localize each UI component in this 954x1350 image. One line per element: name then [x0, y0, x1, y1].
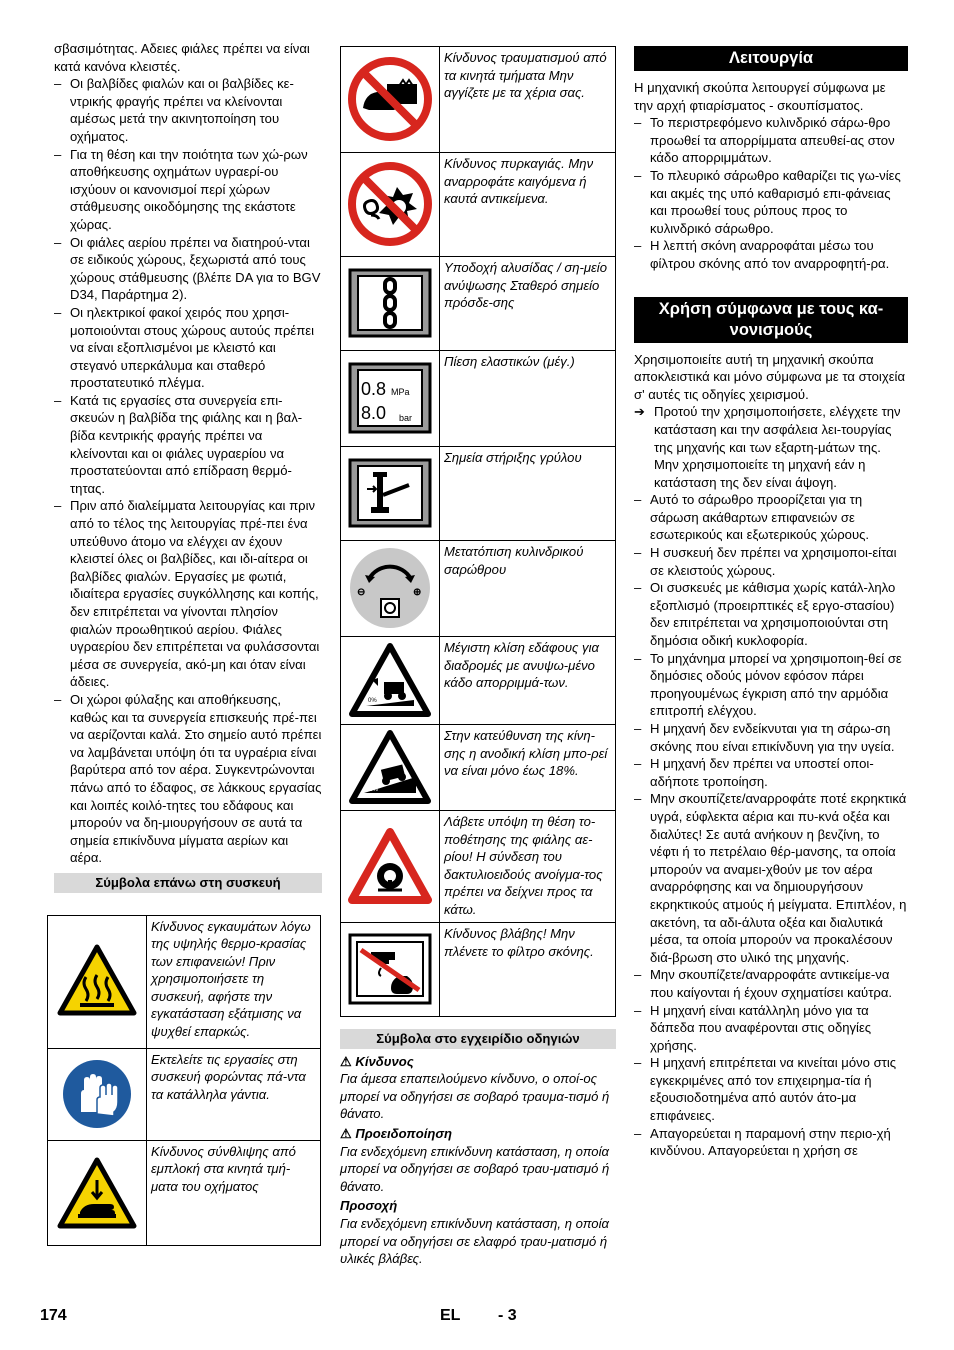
caution-text: Για ενδεχόμενη επικίνδυνη κατάσταση, η οποία μπορεί να οδηγήσει σε ελαφρό τραυ-ματισμό ή υλικές βλάβες. [340, 1215, 609, 1267]
chain-anchor-icon [347, 267, 433, 339]
symbol-description: Λάβετε υπόψη τη θέση το-ποθέτησης της φιάλης αε-ρίου! Η σύνδεση του δακτυλιοειδούς ανοίγμα-τος πρέπει να δείχνει προς τα κάτω. [440, 811, 616, 923]
sub-page-number: - 3 [498, 1307, 517, 1324]
max-slope-warning-icon [348, 642, 432, 718]
pressure-bar-value: 8.0 [361, 403, 387, 423]
list-item: – Η μηχανή δεν ενδείκνυται για τη σάρω-ση σκόνης που είναι επικίνδυνη για την υγεία. [634, 720, 908, 755]
tire-pressure-icon [347, 361, 433, 435]
warning-triangle-icon: ⚠ [340, 1053, 356, 1069]
symbol-description: Κίνδυνος σύνθλιψης από εμπλοκή στα κινητά τμή-ματα του οχήματος [147, 1140, 321, 1245]
list-item: – Η μηχανή είναι κατάλληλη μόνο για τα δάπεδα που αναφέρονται στις οδηγίες χρήσης. [634, 1002, 908, 1055]
symbol-description: Σημεία στήριξης γρύλου [440, 447, 616, 541]
no-hot-objects-icon [347, 161, 433, 247]
danger-text: Για άμεσα επαπειλούμενο κίνδυνο, ο οποί-ος μπορεί να οδηγήσει σε σοβαρό τραυμα-τισμό ή θάνατο. [340, 1071, 610, 1122]
list-item: – Αυτό το σάρωθρο προορίζεται για τη σάρωση ακάθαρτων επιφανειών σε εσωτερικούς και εξωτερικούς χώρους. [634, 491, 908, 544]
list-item: – Η μηχανή δεν πρέπει να υποστεί οποι-αδήποτε τροποίηση. [634, 755, 908, 790]
intended-use-intro: Χρησιμοποιείτε αυτή τη μηχανική σκούπα αποκλειστικά και μόνο σύμφωνα με τα στοιχεία σ' αυτές τις οδηγίες χειρισμού. [634, 351, 906, 402]
middle-column [340, 46, 616, 1268]
list-item: – Η λεπτή σκόνη αναρροφάται μέσω του φίλτρου σκόνης από τον αναρροφητή-ρα. [634, 237, 908, 272]
gas-safety-list [54, 40, 322, 867]
device-symbols-table-continued [340, 46, 616, 1017]
list-item: – Οι βαλβίδες φιαλών και οι βαλβίδες κε-ντρικής φραγής πρέπει να κλείνονται αμέσως μετά την ακινητοποίηση του οχήματος. [54, 75, 322, 145]
list-item: – Η μηχανή επιτρέπεται να κινείται μόνο στις εγκεκριμένες από τον επιχειρημα-τία ή εξουσιοδοτημένα από αυτόν άτο-μα επιφάνειες. [634, 1054, 908, 1124]
symbol-description: Μετατόπιση κυλινδρικού σαρώθρου [440, 541, 616, 637]
list-item: – Οι ηλεκτρικοί φακοί χειρός που χρησι-μοποιούνται στους χώρους αυτούς πρέπει να είναι εξοπλισμένοι με κλειστό και στεγανό υπερκάλυμα και σταθερό προστατευτικό πλέγμα. [54, 304, 322, 392]
list-item: – Κατά τις εργασίες στα συνεργεία επι-σκευών η βαλβίδα της φιάλης και η βαλ-βίδα κεντρικής φραγής πρέπει να κλείνονται και οι φιάλες υγραερίου να προστατεύονται από επίδραση θερμό-τητας. [54, 392, 322, 498]
table-row [341, 153, 616, 257]
pressure-bar-unit: bar [399, 413, 413, 423]
page-number: 174 [40, 1307, 67, 1324]
table-row [341, 725, 616, 811]
paragraph: σβασιμότητας. Αδειες φιάλες πρέπει να είναι κατά κανόνα κλειστές. [54, 41, 310, 74]
hot-surface-warning-icon [56, 943, 138, 1017]
symbol-description: Κίνδυνος βλάβης! Μην πλένετε το φίλτρο σκόνης. [440, 923, 616, 1017]
table-row [341, 47, 616, 153]
jack-support-point-icon [347, 457, 433, 529]
intended-use-list [634, 491, 908, 1160]
list-item: – Μην σκουπίζετε/αναρροφάτε αντικείμε-να που καίγονται ή έχουν σχηματίσει καύτρα. [634, 966, 908, 1001]
list-item: – Το περιστρεφόμενο κυλινδρικό σάρω-θρο προωθεί τα απορρίμματα απευθεί-ας στον κάδο απορριμμάτων. [634, 114, 908, 167]
warning-title: Προειδοποίηση [355, 1125, 453, 1141]
list-item: – Το μηχάνημα μπορεί να χρησιμοποιη-θεί σε δημόσιες οδούς μόνον εφόσον πάρει προηγουμένως έγκριση από την αρμόδια επιτροπή ελέγχου. [634, 650, 908, 720]
slope-label: 18% [366, 787, 379, 793]
symbol-description: Κίνδυνος εγκαυμάτων λόγω της υψηλής θερμο-κρασίας των επιφανειών! Πριν χρησιμοποιήσετε τη συσκευή, αφήστε την εγκατάσταση εξάτμισης να ψυχθεί επαρκώς. [147, 915, 321, 1048]
right-column [634, 46, 908, 1160]
warning-text: Για ενδεχόμενη επικίνδυνη κατάσταση, η οποία μπορεί να οδηγήσει σε σοβαρό τραυ-ματισμό ή θάνατο. [340, 1143, 610, 1194]
table-row [341, 351, 616, 447]
svg-text:⊖: ⊖ [357, 587, 366, 598]
list-item: – Πριν από διαλείμματα λειτουργίας και πριν από το τέλος της λειτουργίας πρέ-πει ένα υπεύθυνο άτομο να ελέγχει αν έχουν κλειστεί όλες οι βαλβίδες, και ιδι-αίτερα οι βαλβίδες φιαλών. Εργασίες με φωτιά, ιδιαίτερα εργασίες συγκόλλησης και κοπής, δεν επιτρέπεται να γίνονται πλησίον φιαλών προωθητικού αερίου. Φιάλες υγραερίου δεν επιτρέπεται να φυλάσσονται μέσα σε συνεργεία, ακό-μη και όταν είναι άδειες. [54, 497, 322, 691]
no-touch-moving-parts-icon [347, 56, 433, 142]
symbol-description: Κίνδυνος πυρκαγιάς. Μην αναρροφάτε καιγόμενα ή καυτά αντικείμενα. [440, 153, 616, 257]
pressure-mpa-value: 0.8 [361, 379, 387, 399]
table-row [48, 915, 321, 1048]
list-item: – Μην σκουπίζετε/αναρροφάτε ποτέ εκρηκτικά υγρά, εύφλεκτα αέρια και πυ-κνά οξέα και διαλύτες! Σε αυτά ανήκουν η βενζίνη, το νέφτι ή το πετρέλαιο θέρ-μανσης, τα οποία μπορούν να αναμει-χθούν με τον αέρα αναρρόφησης και να δημιουργήσουν εκρηκτικούς ατμούς ή μείγματα. Επιπλέον, η ακετόνη, τα αδι-άλυτα οξέα και διαλυτικά μέσα, τα οποία μπορούν να προκαλέσουν διά-βρωση στο υλικό της μηχανής. [634, 790, 908, 966]
pressure-mpa-unit: MPa [391, 387, 410, 397]
table-row [341, 923, 616, 1017]
list-item: ➔ Προτού την χρησιμοποιήσετε, ελέγχετε την κατάσταση και την ασφάλεια λει-τουργίας της μηχανής και των εξαρτη-μάτων της. Μην χρησιμοποιείτε τη μηχανή εάν η κατάσταση της δεν είναι άψογη. [634, 404, 901, 490]
table-row [341, 811, 616, 923]
language-code: EL [440, 1307, 461, 1324]
symbol-description: Πίεση ελαστικών (μέγ.) [440, 351, 616, 447]
danger-notice [340, 1053, 616, 1123]
no-wash-filter-icon [347, 932, 433, 1006]
warning-triangle-icon: ⚠ [340, 1125, 356, 1141]
hand-crush-warning-icon [56, 1156, 138, 1230]
caution-notice [340, 1197, 616, 1267]
caution-title: Προσοχή [340, 1198, 398, 1214]
table-row [48, 1048, 321, 1140]
danger-title: Κίνδυνος [355, 1053, 414, 1069]
operation-intro: Η μηχανική σκούπα λειτουργεί σύμφωνα με την αρχή φτιαρίσματος - σκουπίσματος. [634, 80, 886, 113]
list-item: – Η συσκευή δεν πρέπει να χρησιμοποι-είται σε κλειστούς χώρους. [634, 544, 908, 579]
uphill-slope-warning-icon [348, 729, 432, 805]
slope-label: 0% [368, 698, 377, 704]
symbol-description: Υποδοχή αλυσίδας / ση-μείο ανύψωσης Σταθερό σημείο πρόσδε-σης [440, 257, 616, 351]
list-item: – Για τη θέση και την ποιότητα των χώ-ρων αποθήκευσης οχημάτων υγραερί-ου ισχύουν οι κανονισμοί περί χώρων στάθμευσης οικοδόμησης της εκάστοτε χώρας. [54, 146, 322, 234]
left-column [54, 40, 322, 1246]
table-row [341, 447, 616, 541]
gas-bottle-position-warning-icon [348, 828, 432, 904]
arrow-right-icon: ➔ [634, 404, 645, 420]
intended-use-heading: Χρήση σύμφωνα με τους κα-νονισμούς [634, 297, 908, 343]
operation-list [634, 114, 908, 272]
list-item: – Οι συσκευές με κάθισμα χωρίς κατάλ-ληλο εξοπλισμό (προειρπτικές εξ εργο-στασίου) δεν επιτρέπεται να χρησιμοποιούνται στη δημόσια οδική κυκλοφορία. [634, 579, 908, 649]
table-row [341, 541, 616, 637]
wear-gloves-icon [61, 1058, 133, 1130]
symbol-description: Στην κατεύθυνση της κίνη-σης η ανοδική κλίση μπο-ρεί να είναι μόνο έως 18%. [440, 725, 616, 811]
list-item: – Οι φιάλες αερίου πρέπει να διατηρού-νται σε ειδικούς χώρους, ξεχωριστά από τους χώρους στάθμευσης (βλέπε DA για το BGV D34, Παράρτημα 2). [54, 234, 322, 304]
table-row [341, 257, 616, 351]
list-item: – Το πλευρικό σάρωθρο καθαρίζει τις γω-νίες και ακμές της υπό καθαρισμό επι-φάνειας και προωθεί τους ρύπους προς το κυλινδρικό σάρωθρο. [634, 167, 908, 237]
warning-notice [340, 1125, 616, 1195]
brush-adjust-dial-icon [347, 545, 433, 631]
symbol-description: Κίνδυνος τραυματισμού από τα κινητά τμήματα Μην αγγίζετε με τα χέρια σας. [440, 47, 616, 153]
list-item: – Απαγορεύεται η παραμονή στην περιο-χή κινδύνου. Απαγορεύεται η χρήση σε [634, 1125, 908, 1160]
operation-heading: Λειτουργία [634, 46, 908, 71]
symbol-description: Εκτελείτε τις εργασίες στη συσκευή φορώντας πά-ντα τα κατάλληλα γάντια. [147, 1048, 321, 1140]
manual-symbols-heading: Σύμβολα στο εγχειρίδιο οδηγιών [340, 1029, 616, 1049]
table-row [341, 637, 616, 725]
table-row [48, 1140, 321, 1245]
list-item: – Οι χώροι φύλαξης και αποθήκευσης, καθώς και τα συνεργεία επισκευής πρέ-πει να αερίζονται καλά. Στο σημείο αυτό πρέπει να λαμβάνεται υπόψη ότι τα υγραέρια είναι βαρύτερα από τον αέρα. Συγκεντρώνονται πάνω από το έδαφος, σε λάκκους εργασίας και λοιπές κοιλό-τητες του εδάφους και μπορούν να δη-μιουργήσουν σε αυτά τα σημεία επικίνδυνα μίγματα αερίων και αέρα. [54, 691, 322, 867]
symbol-description: Μέγιστη κλίση εδάφους για διαδρομές με ανυψω-μένο κάδο απορριμμά-των. [440, 637, 616, 725]
symbols-on-device-heading: Σύμβολα επάνω στη συσκευή [54, 873, 322, 893]
device-symbols-table [47, 915, 321, 1246]
svg-text:⊕: ⊕ [413, 587, 422, 598]
